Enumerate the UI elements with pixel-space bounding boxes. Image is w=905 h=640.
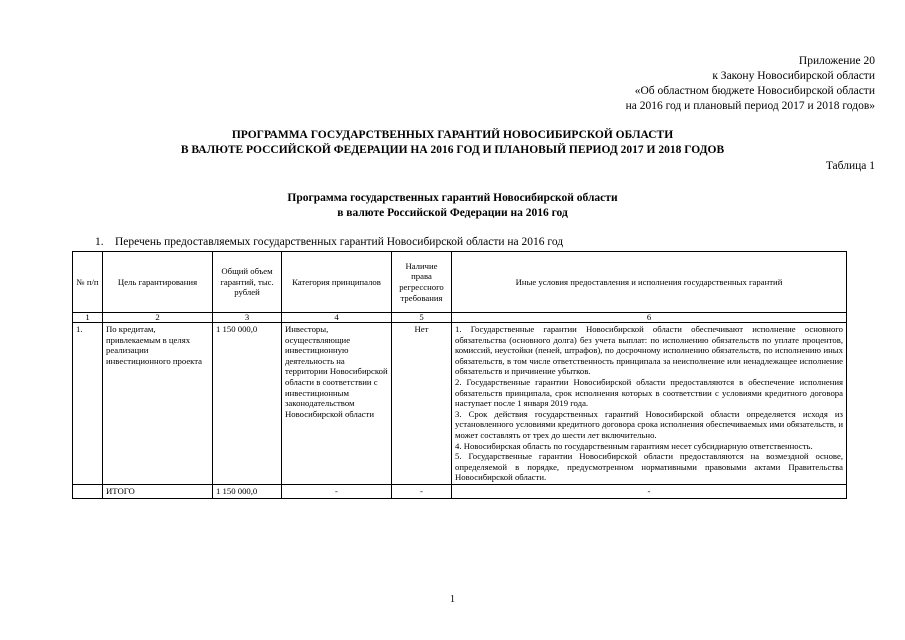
row-regress: Нет [392, 323, 452, 485]
page-number: 1 [450, 594, 455, 605]
table-header-row [73, 252, 847, 313]
header-regress: Наличие права регрессного требования [392, 252, 452, 313]
annex-line: к Закону Новосибирской области [712, 70, 875, 82]
main-title [0, 128, 905, 158]
annex-line: на 2016 год и плановый период 2017 и 2018 годов» [625, 100, 875, 112]
row-amount: 1 150 000,0 [213, 323, 282, 485]
header-amount: Общий объем гарантий, тыс. рублей [213, 252, 282, 313]
list-heading [95, 236, 563, 248]
column-number-row [73, 313, 847, 323]
sub-title-line: в валюте Российской Федерации на 2016 год [337, 207, 568, 219]
guarantees-table [72, 251, 847, 499]
row-number: 1. [73, 323, 103, 485]
table-label: Таблица 1 [825, 160, 875, 172]
total-regress: - [392, 484, 452, 498]
condition-paragraph: 5. Государственные гарантии Новосибирской области предоставляются на возмездной основе, определяемой в порядке, предусмотренном нормативными правовыми актами Правительства Новосибирской области. [455, 451, 843, 483]
column-number: 5 [392, 313, 452, 323]
total-amount: 1 150 000,0 [213, 484, 282, 498]
sub-title [0, 191, 905, 221]
condition-paragraph: 4. Новосибирская область по государственным гарантиям несет субсидиарную ответственность. [455, 440, 813, 451]
condition-paragraph: 2. Государственные гарантии Новосибирской области предоставляются в обеспечение исполнения обязательств принципала, срок исполнения которых в соответствии с условиями кредитного договора наступает после 1 января 2019 года. [455, 376, 843, 409]
column-number: 2 [103, 313, 213, 323]
condition-paragraph: 3. Срок действия государственных гарантий Новосибирской области определяется исходя из установленного условиями кредитного договора срока исполнения обеспечиваемых ими обязательств, и может составлять от трех до шести лет включительно. [455, 408, 843, 440]
sub-title-line: Программа государственных гарантий Новосибирской области [287, 192, 618, 204]
total-label: ИТОГО [103, 484, 213, 498]
condition-paragraph: 1. Государственные гарантии Новосибирской области обеспечивают исполнение основного обязательства (основного долга) без учета выплат: по исполнению обязательств по уплате процентов, комиссий, неустойки (пеней, штрафов), по досрочному исполнению обязательств, по исполнению иных обязательств, в том числе ответственность принципала за неисполнение или ненадлежащее исполнение обязательств и причинение убытков. [455, 324, 843, 377]
column-number: 6 [452, 313, 847, 323]
annex-line: Приложение 20 [798, 55, 875, 67]
table-row [73, 323, 847, 485]
column-number: 4 [282, 313, 392, 323]
row-principals: Инвесторы, осуществляющие инвестиционную деятельность на территории Новосибирской области в соответствии с инвестиционным законодательством Новосибирской области [282, 323, 392, 485]
row-purpose: По кредитам, привлекаемым в целях реализации инвестиционного проекта [103, 323, 213, 485]
annex-line: «Об областном бюджете Новосибирской области [634, 85, 875, 97]
header-purpose: Цель гарантирования [103, 252, 213, 313]
row-conditions [452, 323, 847, 485]
column-number: 1 [73, 313, 103, 323]
column-number: 3 [213, 313, 282, 323]
main-title-line: ПРОГРАММА ГОСУДАРСТВЕННЫХ ГАРАНТИЙ НОВОСИБИРСКОЙ ОБЛАСТИ [231, 129, 674, 141]
main-title-line: В ВАЛЮТЕ РОССИЙСКОЙ ФЕДЕРАЦИИ НА 2016 ГОД И ПЛАНОВЫЙ ПЕРИОД 2017 И 2018 ГОДОВ [180, 144, 725, 156]
header-number: № п/п [73, 252, 103, 313]
list-heading-number: 1. [95, 236, 104, 248]
total-principals: - [282, 484, 392, 498]
total-number [73, 484, 103, 498]
header-principals: Категория принципалов [282, 252, 392, 313]
total-row [73, 484, 847, 498]
list-heading-text: Перечень предоставляемых государственных гарантий Новосибирской области на 2016 год [115, 236, 564, 248]
annex-header [626, 54, 875, 114]
header-conditions: Иные условия предоставления и исполнения государственных гарантий [452, 252, 847, 313]
total-conditions: - [452, 484, 847, 498]
